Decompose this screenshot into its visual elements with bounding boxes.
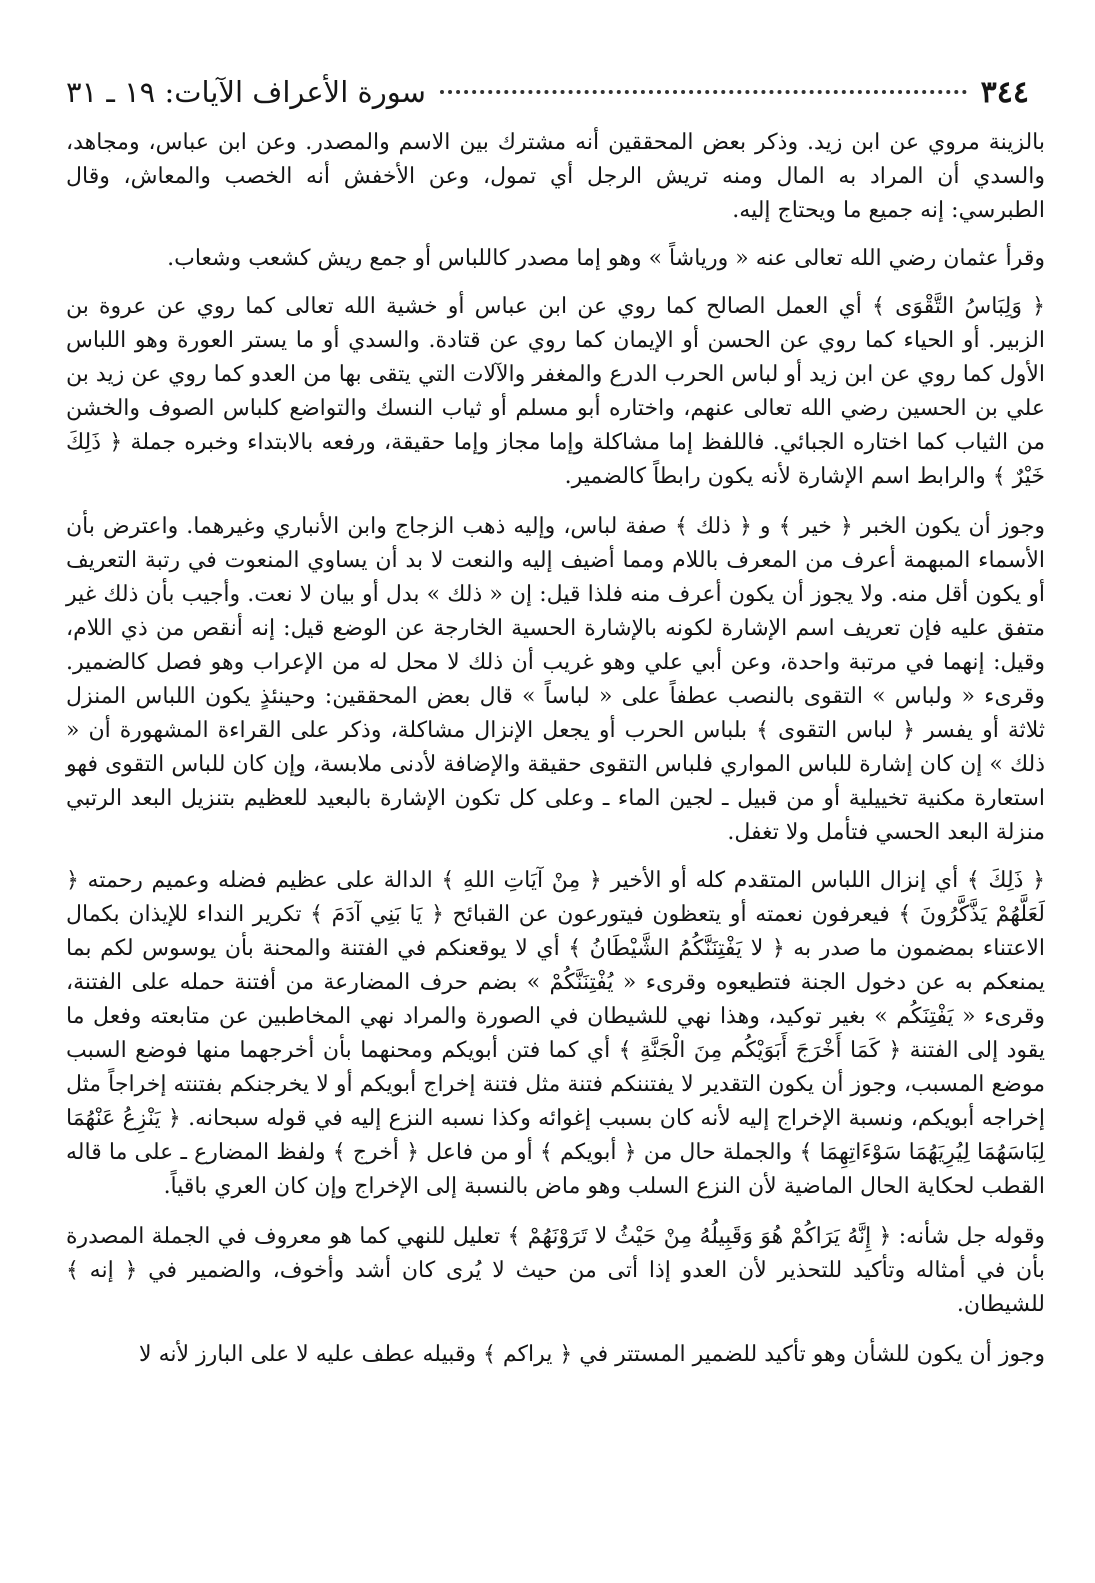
paragraph: ﴿ وَلِبَاسُ التَّقْوَى ﴾ أي العمل الصالح كما روي عن ابن عباس أو خشية الله تعالى كما روي عن عروة بن الزبير. أو الحياء كما روي عن الحسن أو الإيمان كما روي عن قتادة. والسدي أو ما يستر العورة وهو اللباس الأول كما روي عن ابن زيد أو لباس الحرب الدرع والمغفر والآلات التي يتقى بها من العدو كما روي عن زيد بن علي بن الحسين رضي الله تعالى عنهم، واختاره أبو مسلم أو ثياب النسك والتواضع كلباس الصوف والخشن من الثياب كما اختاره الجبائي. فاللفظ إما مشاكلة وإما مجاز وإما حقيقة، ورفعه بالابتداء وخبره جملة ﴿ ذَلِكَ خَيْرٌ ﴾ والرابط اسم الإشارة لأنه يكون رابطاً كالضمير.	[66, 294, 1045, 489]
running-head	[66, 70, 1029, 114]
text-body	[66, 126, 1045, 1386]
paragraph: وقرأ عثمان رضي الله تعالى عنه « ورياشاً » وهو إما مصدر كاللباس أو جمع ريش كشعب وشعاب.	[167, 246, 1045, 271]
paragraph: وجوز أن يكون للشأن وهو تأكيد للضمير المستتر في ﴿ يراكم ﴾ وقبيله عطف عليه لا على البارز لأنه لا	[139, 1342, 1045, 1367]
paragraph: وجوز أن يكون الخبر ﴿ خير ﴾ و ﴿ ذلك ﴾ صفة لباس، وإليه ذهب الزجاج وابن الأنباري وغيرهما. واعترض بأن الأسماء المبهمة أعرف من المعرف باللام ومما أضيف إليه والنعت لا بد أن يساوي المنعوت في رتبة التعريف أو يكون أقل منه. ولا يجوز أن يكون أعرف منه فلذا قيل: إن « ذلك » بدل أو بيان لا نعت. وأجيب بأن ذلك غير متفق عليه فإن تعريف اسم الإشارة لكونه بالإشارة الحسية الخارجة عن الوضع قيل: إنه أنقص من ذي اللام، وقيل: إنهما في مرتبة واحدة، وعن أبي علي وهو غريب أن ذلك لا محل له من الإعراب وهو فصل كالضمير. وقرىء « ولباس » التقوى بالنصب عطفاً على « لباساً » قال بعض المحققين: وحينئذٍ يكون اللباس المنزل ثلاثة أو يفسر ﴿ لباس التقوى ﴾ بلباس الحرب أو يجعل الإنزال مشاكلة، وذكر على القراءة المشهورة أن « ذلك » إن كان إشارة للباس المواري فلباس التقوى حقيقة والإضافة لأدنى ملابسة، وإن كان للباس التقوى فهو استعارة مكنية تخييلية أو من قبيل ـ لجين الماء ـ وعلى كل تكون الإشارة بالبعيد للعظيم بتنزيل البعد الرتبي منزلة البعد الحسي فتأمل ولا تغفل.	[66, 514, 1045, 845]
paragraph: بالزينة مروي عن ابن زيد. وذكر بعض المحققين أنه مشترك بين الاسم والمصدر. وعن ابن عباس، ومجاهد، والسدي أن المراد به المال ومنه تريش الرجل أي تمول، وعن الأخفش أنه الخصب والمعاش، وقال الطبرسي: إنه جميع ما ويحتاج إليه.	[66, 130, 1045, 223]
paragraph: وقوله جل شأنه: ﴿ إِنَّهُ يَرَاكُمْ هُوَ وَقَبِيلُهُ مِنْ حَيْثُ لا تَرَوْنَهُمْ ﴾ تعليل للنهي كما هو معروف في الجملة المصدرة بأن في أمثاله وتأكيد للتحذير لأن العدو إذا أتى من حيث لا يُرى كان أشد وأخوف، والضمير في ﴿ إنه ﴾ للشيطان.	[66, 1224, 1045, 1317]
page-number: ٣٤٤	[980, 74, 1029, 110]
dotted-leader	[440, 90, 967, 94]
paragraph: ﴿ ذَلِكَ ﴾ أي إنزال اللباس المتقدم كله أو الأخير ﴿ مِنْ آيَاتِ اللهِ ﴾ الدالة على عظيم فضله وعميم رحمته ﴿ لَعَلَّهُمْ يَذَّكَّرُونَ ﴾ فيعرفون نعمته أو يتعظون فيتورعون عن القبائح ﴿ يَا بَنِي آدَمَ ﴾ تكرير النداء للإيذان بكمال الاعتناء بمضمون ما صدر به ﴿ لا يَفْتِنَنَّكُمُ الشَّيْطَانُ ﴾ أي لا يوقعنكم في الفتنة والمحنة بأن يوسوس لكم بما يمنعكم به عن دخول الجنة فتطيعوه وقرىء « يُفْتِنَنَّكُمْ » بضم حرف المضارعة من أفتنة حمله على الفتنة، وقرىء « يَفْتِنَكُم » بغير توكيد، وهذا نهي للشيطان في الصورة والمراد نهي المخاطبين عن متابعته وفعل ما يقود إلى الفتنة ﴿ كَمَا أَخْرَجَ أَبَوَيْكُم مِنَ الْجَنَّةِ ﴾ أي كما فتن أبويكم ومحنهما بأن أخرجهما منها فوضع السبب موضع المسبب، وجوز أن يكون التقدير لا يفتننكم فتنة مثل فتنة إخراج أبويكم أو لا يخرجنكم بفتنته إخراجاً مثل إخراجه أبويكم، ونسبة الإخراج إليه لأنه كان بسبب إغوائه وكذا نسبه النزع إليه في قوله سبحانه. ﴿ يَنْزِعُ عَنْهُمَا لِبَاسَهُمَا لِيُرِيَهُمَا سَوْءَاتِهِمَا ﴾ والجملة حال من ﴿ أبويكم ﴾ أو من فاعل ﴿ أخرج ﴾ ولفظ المضارع ـ على ما قاله القطب لحكاية الحال الماضية لأن النزع السلب وهو ماض بالنسبة إلى الإخراج وإن كان العري باقياً.	[66, 868, 1045, 1199]
running-title: سورة الأعراف الآيات: ١٩ ـ ٣١	[66, 75, 426, 109]
